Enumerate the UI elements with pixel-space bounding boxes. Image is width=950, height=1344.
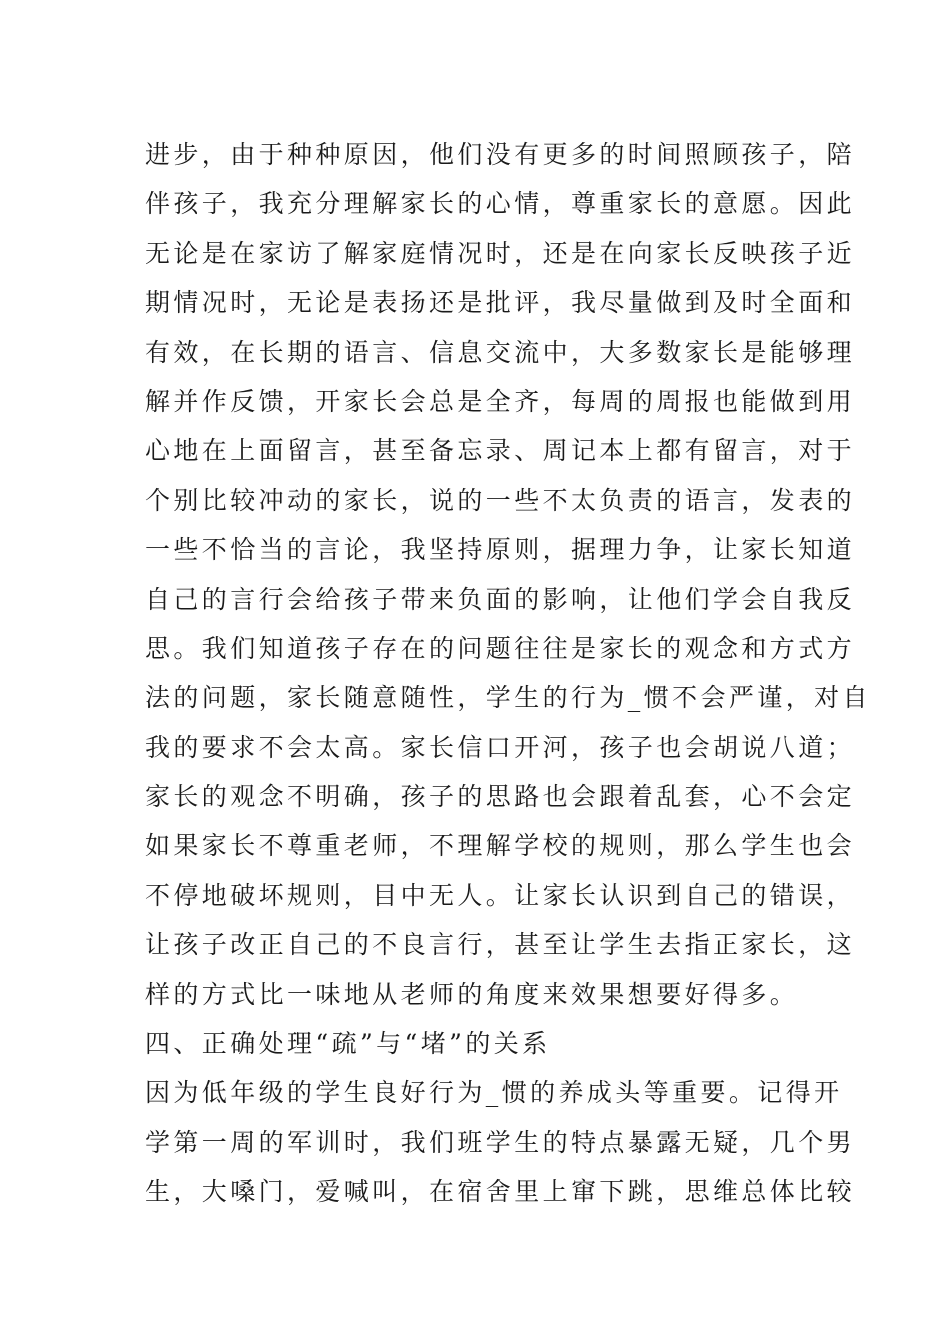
body-text: [145, 130, 871, 1217]
text-line: 进步，由于种种原因，他们没有更多的时间照顾孩子，陪: [145, 140, 856, 169]
text-line: 如果家长不尊重老师，不理解学校的规则，那么学生也会: [145, 831, 856, 861]
text-line: 样的方式比一味地从老师的角度来效果想要好得多。: [145, 979, 799, 1009]
text-line: 期情况时，无论是表扬还是批评，我尽量做到及时全面和: [145, 288, 856, 318]
text-line: 让孩子改正自己的不良言行，甚至让学生去指正家长，这: [145, 930, 856, 960]
text-line: 学第一周的军训时，我们班学生的特点暴露无疑，几个男: [145, 1127, 856, 1157]
text-line: 有效，在长期的语言、信息交流中，大多数家长是能够理: [145, 337, 856, 367]
text-line: 个别比较冲动的家长，说的一些不太负责的语言，发表的: [145, 485, 856, 515]
text-line: 无论是在家访了解家庭情况时，还是在向家长反映孩子近: [145, 238, 856, 268]
text-line: 家长的观念不明确，孩子的思路也会跟着乱套，心不会定: [145, 782, 856, 812]
text-line: 伴孩子，我充分理解家长的心情，尊重家长的意愿。因此: [145, 189, 856, 219]
text-line: 因为低年级的学生良好行为_惯的养成头等重要。记得开: [145, 1078, 843, 1108]
text-line: 我的要求不会太高。家长信口开河，孩子也会胡说八道；: [145, 732, 856, 762]
text-line: 一些不恰当的言论，我坚持原则，据理力争，让家长知道: [145, 535, 856, 565]
text-line: 生，大嗓门，爱喊叫，在宿舍里上窜下跳，思维总体比较: [145, 1177, 856, 1207]
text-line: 法的问题，家长随意随性，学生的行为_惯不会严谨，对自: [145, 683, 871, 713]
text-line: 不停地破坏规则，目中无人。让家长认识到自己的错误，: [145, 880, 856, 910]
text-line: 思。我们知道孩子存在的问题往往是家长的观念和方式方: [145, 633, 856, 663]
text-line: 自己的言行会给孩子带来负面的影响，让他们学会自我反: [145, 584, 856, 614]
text-line: 解并作反馈，开家长会总是全齐，每周的周报也能做到用: [145, 386, 856, 416]
section-heading: 四、正确处理“疏”与“堵”的关系: [145, 1029, 551, 1059]
text-line: 心地在上面留言，甚至备忘录、周记本上都有留言，对于: [145, 436, 856, 466]
